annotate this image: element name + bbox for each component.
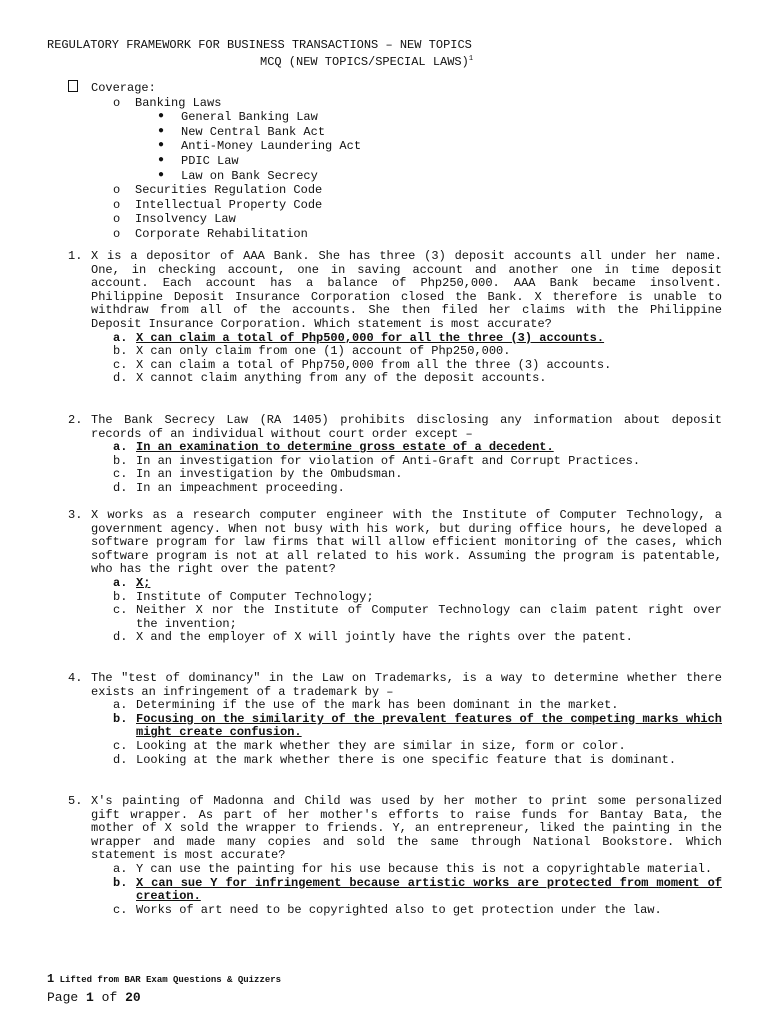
footnote-mark: 1 (47, 972, 55, 986)
circle-bullet-icon: o (113, 183, 121, 198)
question-option: a. X; (113, 575, 151, 590)
question-option: d. X cannot claim anything from any of the deposit accounts. (113, 371, 547, 386)
circle-bullet-icon: o (113, 95, 121, 110)
question-number: 4. (68, 671, 83, 685)
question-stem: X works as a research computer engineer with the Institute of Computer Technology, a government agency. When not busy with his work, but during office hours, he developed a software program for law firms that will allow efficient monitoring of the cases, which software program is not at all related to his work. Assuming the program is patentable, who has the right over the patent? (91, 508, 722, 577)
bullet-icon: ● (158, 154, 165, 166)
question-option: b. Institute of Computer Technology; (113, 589, 374, 604)
question-option: b. X can only claim from one (1) account of Php250,000. (113, 344, 511, 359)
question-1 (68, 250, 722, 386)
question-number: 5. (68, 794, 83, 808)
coverage-subitem: ● Anti-Money Laundering Act (158, 139, 362, 154)
question-number: 3. (68, 508, 83, 522)
bullet-icon: ● (158, 125, 165, 137)
total-pages: 20 (125, 990, 141, 1005)
question-option: c. Neither X nor the Institute of Computer Technology can claim patent right over the invention; (113, 603, 722, 631)
question-option: b. Focusing on the similarity of the prevalent features of the competing marks which might create confusion. (113, 711, 722, 740)
circle-bullet-icon: o (113, 226, 121, 241)
question-option: d. X and the employer of X will jointly have the rights over the patent. (113, 630, 633, 645)
question-stem: The "test of dominancy" in the Law on Trademarks, is a way to determine whether there exists an infringement of a trademark by – (91, 671, 722, 699)
bullet-icon: ● (158, 111, 165, 123)
coverage-subitem: ● New Central Bank Act (158, 124, 326, 139)
document-header (47, 38, 747, 69)
coverage-subitem: ● Law on Bank Secrecy (158, 168, 318, 183)
question-option: a. In an examination to determine gross estate of a decedent. (113, 440, 554, 455)
header-title: REGULATORY FRAMEWORK FOR BUSINESS TRANSACTIONS – NEW TOPICS (47, 38, 472, 52)
question-stem: The Bank Secrecy Law (RA 1405) prohibits disclosing any information about deposit records of an individual without court order except – (91, 413, 722, 441)
question-4 (68, 672, 722, 767)
question-option: a. X can claim a total of Php500,000 for all the three (3) accounts. (113, 330, 605, 345)
footnote-text: Lifted from BAR Exam Questions & Quizzers (59, 975, 282, 985)
question-option: c. In an investigation by the Ombudsman. (113, 467, 403, 482)
coverage-item: o Corporate Rehabilitation (113, 226, 308, 241)
footnote-reference: 1 (468, 55, 474, 63)
question-2 (68, 414, 722, 496)
coverage-item: o Insolvency Law (113, 212, 236, 227)
circle-bullet-icon: o (113, 197, 121, 212)
question-number: 1. (68, 249, 83, 263)
question-option: c. Works of art need to be copyrighted also to get protection under the law. (113, 902, 662, 917)
question-option: a. Determining if the use of the mark has been dominant in the market. (113, 698, 619, 713)
bullet-icon: ● (158, 140, 165, 152)
coverage-item: o Banking Laws (113, 95, 222, 110)
coverage-subitem: ● General Banking Law (158, 110, 318, 125)
question-option: c. Looking at the mark whether they are similar in size, form or color. (113, 738, 626, 753)
page-number: Page 1 of 20 (47, 990, 141, 1005)
checkbox-icon (68, 80, 78, 92)
header-subtitle: MCQ (NEW TOPICS/SPECIAL LAWS)$^1$ (260, 55, 474, 69)
coverage-heading: Coverage: (68, 80, 361, 96)
current-page: 1 (86, 990, 94, 1005)
coverage-subitem: ● PDIC Law (158, 153, 239, 168)
question-option: b. In an investigation for violation of Anti-Graft and Corrupt Practices. (113, 453, 641, 468)
question-3 (68, 509, 722, 645)
coverage-list (68, 80, 361, 242)
question-5 (68, 795, 722, 917)
question-option: b. X can sue Y for infringement because artistic works are protected from moment of creation. (113, 875, 722, 904)
footnote (47, 972, 281, 986)
question-option: d. Looking at the mark whether there is one specific feature that is dominant. (113, 752, 677, 767)
bullet-icon: ● (158, 169, 165, 181)
question-stem: X's painting of Madonna and Child was used by her mother to print some personalized gift wrapper. As part of her mother's efforts to raise funds for Bantay Bata, the mother of X sold the wrapper to friends. Y, an entrepreneur, liked the painting in the wrapper and made many copies and sold the same through National Bookstore. Which statement is most accurate? (91, 794, 722, 863)
question-option: c. X can claim a total of Php750,000 from all the three (3) accounts. (113, 357, 612, 372)
question-number: 2. (68, 413, 83, 427)
circle-bullet-icon: o (113, 212, 121, 227)
coverage-item: o Intellectual Property Code (113, 197, 323, 212)
question-option: d. In an impeachment proceeding. (113, 480, 345, 495)
coverage-item: o Securities Regulation Code (113, 183, 323, 198)
question-option: a. Y can use the painting for his use because this is not a copyrightable material. (113, 861, 713, 876)
question-stem: X is a depositor of AAA Bank. She has three (3) deposit accounts all under her name. One, in checking account, one in saving account and another one in time deposit account. Each account has a balance of Php250,000. AAA Bank became insolvent. Philippine Deposit Insurance Corporation closed the Bank. X therefore is unable to withdraw from all of the accounts. She then filed her claims with the Philippine Deposit Insurance Corporation. Which statement is most accurate? (91, 249, 722, 331)
